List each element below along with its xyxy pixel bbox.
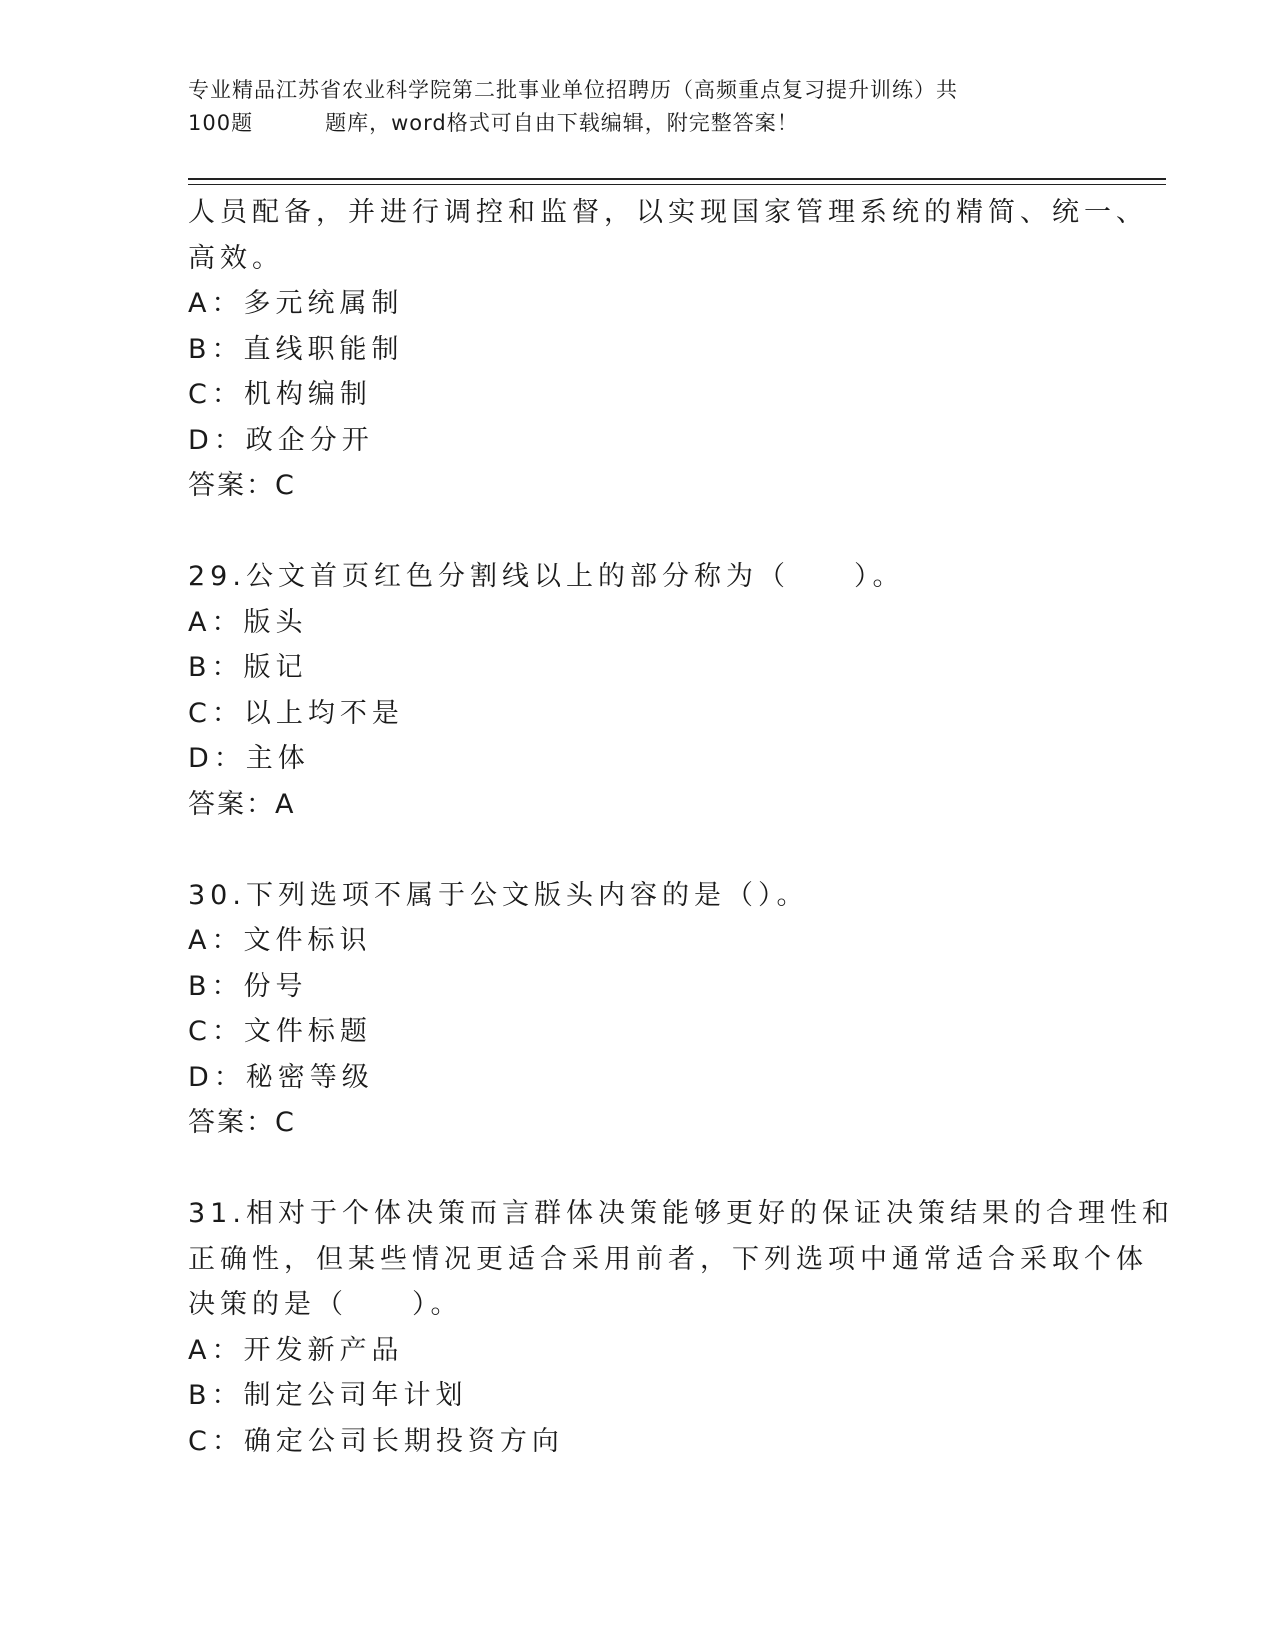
question-text: 决策的是（ ）。 (188, 1289, 463, 1320)
option-c: C：确定公司长期投资方向 (188, 1425, 564, 1457)
question-30 (188, 873, 1118, 1146)
option-d: D：秘密等级 (188, 1061, 374, 1093)
option-c: C：文件标题 (188, 1016, 372, 1047)
header-line-1: 专业精品江苏省农业科学院第二批事业单位招聘历（高频重点复习提升训练）共 (188, 78, 958, 102)
option-a: A：开发新产品 (188, 1334, 404, 1366)
option-d: D：主体 (188, 743, 310, 774)
question-text: 31.相对于个体决策而言群体决策能够更好的保证决策结果的合理性和 (188, 1198, 1174, 1229)
question-text: 正确性，但某些情况更适合采用前者，下列选项中通常适合采取个体 (188, 1243, 1148, 1275)
question-31 (188, 1191, 1174, 1464)
question-carryover (188, 190, 1148, 509)
option-b: B：制定公司年计划 (188, 1380, 468, 1411)
header-rule-thick (188, 178, 1166, 180)
option-b: B：份号 (188, 970, 308, 1002)
question-text: 人员配备，并进行调控和监督，以实现国家管理系统的精简、统一、 (188, 197, 1148, 228)
option-a: A：多元统属制 (188, 288, 404, 319)
header-count: 100题 (188, 111, 254, 135)
header-rule-thin (188, 184, 1166, 185)
question-text: 29.公文首页红色分割线以上的部分称为（ ）。 (188, 561, 905, 592)
header-line-2 (188, 107, 1078, 140)
option-d: D：政企分开 (188, 424, 374, 456)
header-description: 题库，word格式可自由下载编辑，附完整答案！ (325, 111, 799, 135)
question-list (188, 190, 1174, 1464)
option-b: B：版记 (188, 652, 308, 683)
option-c: C：机构编制 (188, 379, 372, 410)
option-a: A：版头 (188, 606, 308, 638)
option-b: B：直线职能制 (188, 333, 404, 365)
answer: 答案：A (188, 788, 296, 820)
question-text: 30.下列选项不属于公文版头内容的是（）。 (188, 879, 809, 911)
question-29 (188, 554, 1118, 827)
answer: 答案：C (188, 470, 296, 501)
question-text: 高效。 (188, 242, 284, 274)
page-header (188, 74, 1078, 140)
answer: 答案：C (188, 1107, 296, 1138)
option-c: C：以上均不是 (188, 697, 404, 729)
option-a: A：文件标识 (188, 925, 372, 956)
